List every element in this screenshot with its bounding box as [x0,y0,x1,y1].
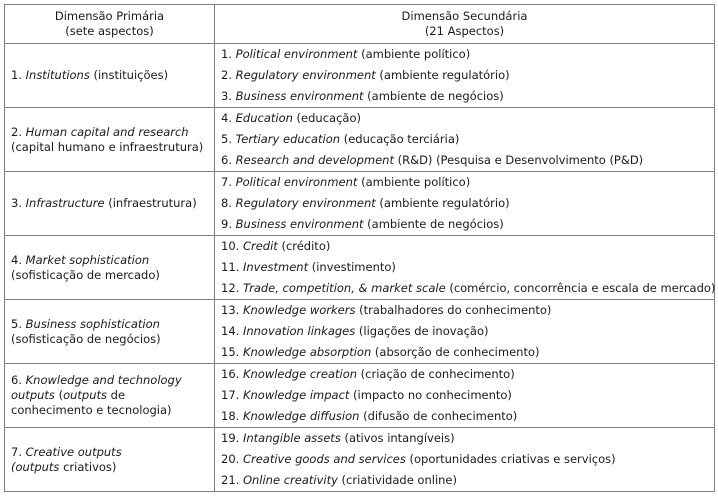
list-item: 8. Regulatory environment (ambiente regulatório) [221,196,510,210]
table-row [5,108,715,172]
secondary-cell [215,172,715,236]
secondary-cell [215,44,715,108]
secondary-cell [215,300,715,364]
list-item: 18. Knowledge diffusion (difusão de conhecimento) [221,409,518,423]
secondary-header [215,5,715,44]
primary-cell: 6. Knowledge and technology outputs (outputs de conhecimento e tecnologia) [5,364,215,428]
secondary-cell [215,236,715,300]
dimensions-table [4,4,715,492]
header-row [5,5,715,44]
secondary-cell [215,428,715,492]
list-item: 7. Political environment (ambiente político) [221,175,471,189]
table-row [5,172,715,236]
list-item: 1. Political environment (ambiente político) [221,47,471,61]
list-item: 17. Knowledge impact (impacto no conhecimento) [221,388,512,402]
secondary-header-sub: (21 Aspectos) [424,24,505,38]
list-item: 2. Regulatory environment (ambiente regulatório) [221,68,510,82]
list-item: 3. Business environment (ambiente de negócios) [221,89,504,103]
primary-cell: 5. Business sophistication (sofisticação de negócios) [5,300,215,364]
list-item: 15. Knowledge absorption (absorção de conhecimento) [221,345,540,359]
primary-cell: 4. Market sophistication (sofisticação de mercado) [5,236,215,300]
list-item: 20. Creative goods and services (oportunidades criativas e serviços) [221,452,616,466]
primary-cell: 2. Human capital and research (capital humano e infraestrutura) [5,108,215,172]
list-item: 12. Trade, competition, & market scale (comércio, concorrência e escala de mercado) [221,281,716,295]
list-item: 10. Credit (crédito) [221,239,331,253]
table-row [5,428,715,492]
table-row [5,364,715,428]
primary-header [5,5,215,44]
primary-header-title: Dimensão Primária [54,9,165,23]
list-item: 14. Innovation linkages (ligações de inovação) [221,324,489,338]
primary-cell: 3. Infrastructure (infraestrutura) [5,172,215,236]
list-item: 4. Education (educação) [221,111,361,125]
primary-header-sub: (sete aspectos) [65,24,154,38]
table-row [5,236,715,300]
secondary-cell [215,364,715,428]
list-item: 11. Investment (investimento) [221,260,396,274]
list-item: 6. Research and development (R&D) (Pesquisa e Desenvolvimento (P&D) [221,153,644,167]
table-row [5,44,715,108]
list-item: 5. Tertiary education (educação terciária) [221,132,460,146]
list-item: 13. Knowledge workers (trabalhadores do conhecimento) [221,303,552,317]
secondary-cell [215,108,715,172]
primary-cell: 7. Creative outputs (outputs criativos) [5,428,215,492]
list-item: 9. Business environment (ambiente de negócios) [221,217,504,231]
list-item: 21. Online creativity (criatividade online) [221,473,457,487]
list-item: 19. Intangible assets (ativos intangíveis) [221,431,455,445]
secondary-header-title: Dimensão Secundária [401,9,528,23]
table-row [5,300,715,364]
list-item: 16. Knowledge creation (criação de conhecimento) [221,367,515,381]
primary-cell: 1. Institutions (instituições) [5,44,215,108]
